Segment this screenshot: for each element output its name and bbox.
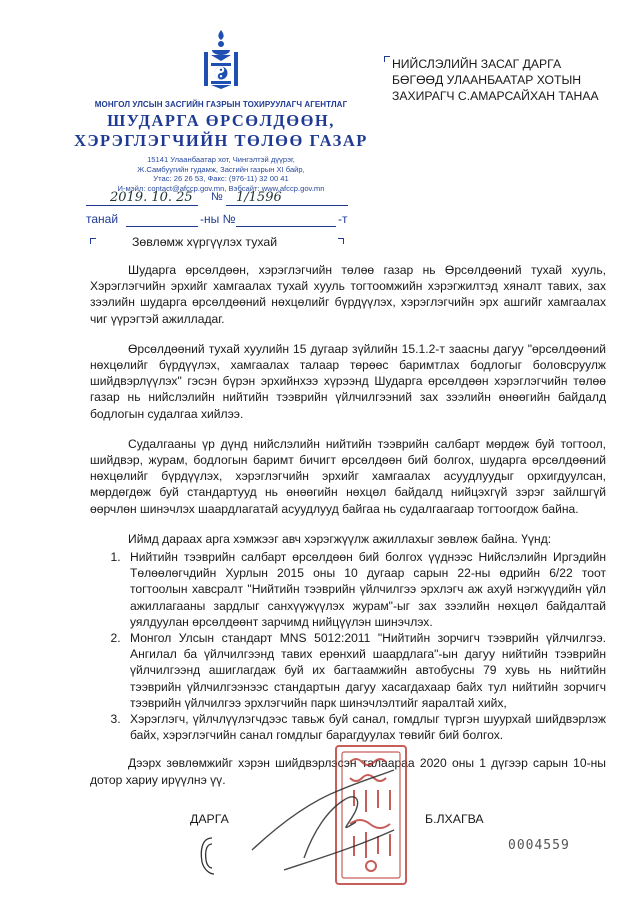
address-line3: Утас: 26 26 53, Факс: (976-11) 32 00 41 (153, 174, 289, 184)
letter-body (90, 262, 606, 802)
letterhead (60, 100, 382, 193)
addressee (392, 56, 614, 104)
subject-corner-mark-right (338, 238, 344, 244)
addressee-line2: БӨГӨӨД УЛААНБААТАР ХОТЫН (392, 73, 582, 87)
list-item: 2. Монгол Улсын стандарт MNS 5012:2011 "Нийтийн зорчигч тээврийн үйлчилгээ. Ангилал ба үйлчилгээнд тавих ерөнхий шаардлага"-ын дагуу нийтийн тээврийн үйлчилгээнд ашиглагдаж буй их багтаамжийн автобусны 79 хувь нь нийтийн тээврийн үйлчилгээнээс стандартын дагуу хасагдахаар байх тул нийтийн зорчигч тээврийн үйлчилгээ эрхлэгчийн парк шинэчлэлтийг яаралтай хийх, (124, 630, 606, 711)
recommendation-list (90, 549, 606, 743)
t-suffix: -т (338, 212, 348, 226)
subject-corner-mark-left (90, 238, 96, 244)
paragraph-1: Шударга өрсөлдөөн, хэрэглэгчийн төлөө газар нь Өрсөлдөөний тухай хууль, Хэрэглэгчийн эрхийг хамгаалах тухай хууль тогтоомжийн хэрэгжилтэд хяналт тавих, зах зээлийн шударга өрсөлдөөний нөхцөлийг бүрдүүлэх, хэрэглэгчийн эрх ашгийг хамгаалах чиг үүрэгтэй ажилладаг. (90, 263, 606, 326)
addressee-line3: ЗАХИРАГЧ С.АМАРСАЙХАН ТАНАА (392, 89, 599, 103)
paragraph-5: Дээрх зөвлөмжийг хэрэн шийдвэрлэсэн талаараа 2020 оны 1 дүгээр сарын 10-ны дотор хариу ирүүлнэ үү. (90, 756, 606, 787)
agency-name-line2: ХЭРЭГЛЭГЧИЙН ТӨЛӨӨ ГАЗАР (74, 131, 368, 150)
paragraph-3: Судалгааны үр дүнд нийслэлийн нийтийн тээврийн салбарт мөрдөж буй тогтоол, шийдвэр, журам, бодлогын баримт бичигт өрсөлдөөн бий болгох, шударга өрсөлдөөний нөхцөлийг бүрдүүлэх, хэрэглэгчийн эрхийг хамгаалах асуудлуудыг орхигдуулсан, мөрдөгдөж буй стандартууд нь өнөөгийн нөхцөл байдалд нийцэхгүй зэрэг зайлшгүй өөрчлөн шинэчлэх шаардлагатай асуудлууд байгаа нь судалгаагаар тогтоогдож байна. (90, 436, 606, 516)
tanay-label: танай (86, 212, 119, 226)
signature-mark (196, 834, 228, 878)
address-line4: И-мэйл: contact@afccp.gov.mn, Вэбсайт: www.afccp.gov.mn (117, 183, 325, 193)
reply-reference-line (86, 212, 348, 228)
soyombo-emblem (198, 28, 244, 90)
paragraph-2: Өрсөлдөөний тухай хуулийн 15 дугаар зүйлийн 15.1.2-т заасны дагуу "өрсөлдөөний нөхцөлийг бүрдүүлэх, хамгаалах талаар төрөөс баримтлах бодлогыг боловсруулж шийдвэрлүүлэх" гэсэн бүрэн эрхийнхээ хүрээнд Шударга өрсөлдөөн хэрэглэгчийн төлөө газар нь нийслэлийн нийтийн тээврийн үйлчилгээний зах зээлийн өнөөгийн байдалд бодлогын судалгаа хийлээ. (90, 341, 606, 421)
list-item: 3. Хэрэглэгч, үйлчлүүлэгчдээс тавьж буй санал, гомдлыг түргэн шуурхай шийдвэрлэж байх, хэрэглэгчийн санал гомдлыг барагдуулах төвийг бий болгох. (124, 711, 606, 743)
agency-name-line1: ШУДАРГА ӨРСӨЛДӨӨН, (107, 111, 335, 130)
paragraph-4: Иймд дараах арга хэмжээг авч хэрэгжүүлж ажиллахыг зөвлөж байна. Үүнд: (128, 531, 552, 546)
address-line1: 15141 Улаанбаатар хот, Чингэлтэй дүүрэг, (147, 155, 295, 164)
official-stamp (244, 740, 414, 890)
signatory-name: Б.ЛХАГВА (425, 812, 484, 826)
ny-no-label: -ны № (200, 212, 236, 226)
letter-date: 2019. 10. 25 (110, 190, 193, 205)
address-line2: Ж.Самбуугийн гудамж, Засгийн газрын XI байр, (137, 164, 305, 174)
serial-number: 0004559 (508, 838, 570, 853)
list-item: 1. Нийтийн тээврийн салбарт өрсөлдөөн бий болгох үүднээс Нийслэлийн Иргэдийн Төлөөлөгчдийн Хурлын 2015 оны 10 дугаар сарын 22-ны өдрийн 6/22 тоот тогтоолын хавсралт "Нийтийн тээврийн үйлчилгээ эрхлэгч аж ахуй нэгжүүдийн үйл ажиллагааны зардлыг санхүүжүүлэх журам"-ыг зах зээлийн нөхцөл байдалтай уялдуулан өрсөлдөөнт зарчимд нийцүүлэн шинэчлэх. (124, 549, 606, 630)
addressee-line1: НИЙСЛЭЛИЙН ЗАСАГ ДАРГА (392, 57, 562, 71)
number-label: № (211, 191, 223, 203)
signatory-title: ДАРГА (190, 812, 229, 826)
government-name: МОНГОЛ УЛСЫН ЗАСГИЙН ГАЗРЫН ТОХИРУУЛАГЧ АГЕНТЛАГ (94, 100, 348, 109)
letter-number: 1/1596 (236, 190, 282, 205)
addressee-corner-mark (384, 56, 390, 62)
reference-line (86, 190, 348, 206)
subject: Зөвлөмж хүргүүлэх тухай (132, 235, 278, 249)
